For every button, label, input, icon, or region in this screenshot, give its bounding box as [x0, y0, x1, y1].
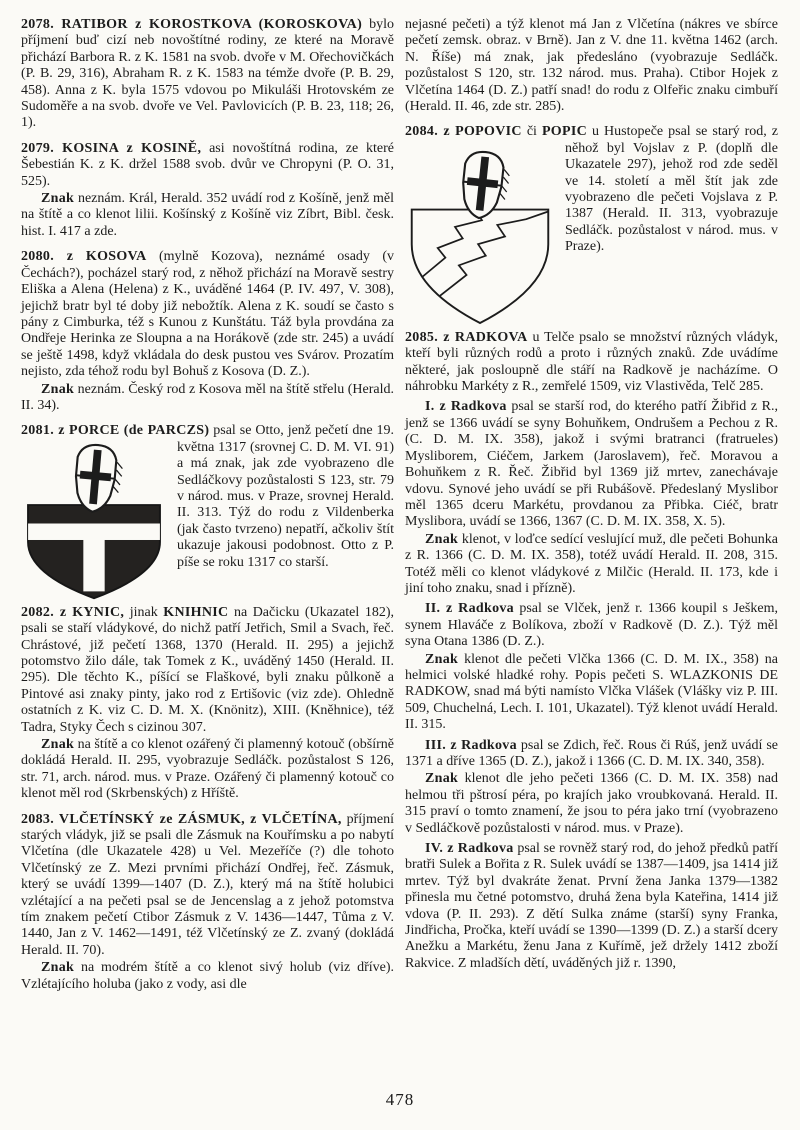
- entry-2082: [21, 605, 394, 803]
- entry-2082-paragraph: [21, 605, 394, 736]
- radkova-section-4: [405, 841, 778, 972]
- entry-2083-continuation-paragraph: [405, 17, 778, 115]
- znak-label: Znak: [425, 651, 459, 667]
- porce-arms-illustration: [21, 443, 167, 604]
- radkova-1-znak-paragraph: [405, 532, 778, 598]
- entry-2082-body: na Dačicku (Ukazatel 182), psali se staří vládykové, do nichž patří Jetřich, Smil a Svach, řeč. Chrástové, již pečetí 1368, 1370 (Herald. II. 295) a jejichž potomstvo žilo dále, tak Tomek z K., uváděný 1450 (Herald. II. 295). Dle těchto K., píšící se Flaškové, byli znaku půlkoně a Pintové asi znaky pinty, jako rod z Ertišovic (viz zde). Ohledně ostatních z K. viz C. D. M. X. (Knönitz), XIII. (Kněhnice), též Tadra, Styky Čech s cizinou 307.: [21, 604, 394, 735]
- znak-label: Znak: [41, 960, 75, 976]
- radkova-section-3: [405, 738, 778, 837]
- entry-2080-body: (mylně Kozova), neznámé osady (v Čechách?), pocházel starý rod, z něhož přichází na Moravě sestry Eliška a Alena (Helena) z K., uváděné 1464 (P. IV. 497, V. 308), jejichž bratr byl té doby již nebožtík. Alena z K. soudí se často s pány z Cimburka, též s Kunou z Kunštátu. Táž byla provdána za Ondřeje Herinka ze Sloupna a na Horákově (zde str. 245) a uvádí se ještě 1498, když vkládala do desk pustou ves Svárov. Prozatím nejisto, zda téhož rodu byl Bohuš z Kosova (D. Z.).: [21, 249, 394, 380]
- radkova-2-znak-paragraph: [405, 652, 778, 734]
- radkova-2-label: II. z Radkova: [425, 601, 514, 617]
- entry-2080: [21, 249, 394, 414]
- page-number: 478: [385, 1090, 415, 1109]
- radkova-3-text: psal se Zdich, řeč. Rous či Rúš, jenž uvádí se 1371 a dříve 1365 (D. Z.), jakož i 1366 (C. D. M. IX. 340, 358).: [405, 737, 779, 769]
- radkova-3-label: III. z Radkova: [425, 737, 517, 753]
- entry-2083-continuation-text: nejasné pečeti) a týž klenot má Jan z Vlčetína (nákres ve sbírce pečetí zemsk. obraz. v Brně). Jan z V. dne 11. května 1462 (arch. N. Říše) má znak, jak předesláno (vyobrazuje Sedláčk. pozůstalost S 120, str. 132 národ. mus. Praha). Ctibor Hojek z Vlčetína 1464 (D. Z.) patří snad! do rodu z Olfeřic znaku cimbuří (Herald. II. 46, zde str. 285).: [405, 17, 778, 115]
- entry-2082-heading-b: KNIHNIC: [163, 604, 229, 620]
- entry-2081-heading: 2081. z PORCE (de PARCZS): [21, 423, 210, 439]
- znak-label: Znak: [41, 737, 75, 752]
- porce-coat-of-arms: [21, 443, 167, 604]
- entry-2081: [21, 423, 394, 571]
- entry-2080-znak: neznám. Český rod z Kosova měl na štítě střelu (Herald. II. 34).: [21, 381, 394, 413]
- entry-2081-lead: psal se Otto, jenž: [213, 423, 312, 439]
- entry-2082-mid: jinak: [129, 604, 158, 620]
- radkova-1-label: I. z Radkova: [425, 399, 507, 415]
- entry-2082-znak-paragraph: [21, 737, 394, 803]
- entry-2082-heading-a: 2082. z KYNIC,: [21, 604, 125, 620]
- entry-2082-znak: na štítě a co klenot ozářený či plamenný kotouč (obšírně dokládá Herald. II. 295, vyobrazuje Sedláčk. pozůstalost S 126, str. 71, arch. národ. mus. v Praze. Ozářený či plamenný kotouč co klenot měl rod (Skrbenských) z Hříště.: [21, 737, 394, 802]
- radkova-4-text: psal se rovněž starý rod, do jehož předků patří bratři Sulek a Bořita z R. Sulek uvádí se 1387—1409, jsa 1414 již mrtev. Týž byl dvakráte ženat. První žena Janka 1379—1382 přinesla mu četné potomstvo, druhá žena byla Kateřina, 1414 již vdova (P. II. 293). Z dětí Sulka známe (starší) syny Franka, Jindřicha, Pročka, kteří uvádí se 1390—1399 (D. Z.) a starší dcery Anežku a Markétu, ženu Jana z Kuřímě, jež držely 1412 zboží Rakvice. Z mladších dětí, uváděných již r. 1390,: [405, 841, 779, 971]
- entry-2079-body: asi novoštítná rodina, ze které Šebestián K. z K. držel 1588 svob. dvůr ve Chropyni (P. O. 31, 525).: [21, 140, 394, 189]
- entry-2079: [21, 141, 394, 240]
- entry-2078-paragraph: [21, 17, 394, 132]
- znak-label: Znak: [41, 191, 75, 207]
- entry-2083-body: příjmení starých vládyk, již se psali dle Zásmuk na Kouřímsku a po nabytí Vlčetína (dle Ukazatele 428) u Vel. Mezeříče (?) dle tohoto Vlčetínský ze Z. Mezi prvními přichází Ondřej, řeč. Zásmuk, který se uvádí 1399—1407 (D. Z.), který má na štítě holubici vzlétající a na pečeti psal se de Jencenslag a z jehož potomstva tím znakem pečetí Ctibor Zásmuk z V. 1436—1447, Tůma z V. 1440, Jan z V. 1462—1491, též Vlčetínský ze Z. zvaný (dokládá Herald. II. 70).: [21, 811, 394, 958]
- entry-2085-paragraph: [405, 330, 778, 396]
- znak-label: Znak: [425, 531, 459, 547]
- entry-2083: [21, 812, 394, 993]
- radkova-2-paragraph: [405, 601, 778, 650]
- entry-2079-paragraph: [21, 141, 394, 190]
- entry-2083-paragraph: [21, 812, 394, 960]
- entry-2084: [405, 124, 778, 255]
- radkova-2-text: psal se Vlček, jenž r. 1366 koupil s Ješkem, synem Hlaváče z Bolíkova, zboží v Radkově (D. Z.). Týž měl syna Otana 1386 (D. Z.).: [405, 601, 778, 650]
- entry-2083-heading: 2083. VLČETÍNSKÝ ze ZÁSMUK, z VLČETÍNA,: [21, 811, 342, 827]
- radkova-3-znak: klenot dle jeho pečeti 1366 (C. D. M. IX. 358) nad helmou tři pštrosí péra, po krajích jako vroubkovaná. Herald. II. 315 praví o tomto znamení, že jsou to péra jako trní (vyobrazeno v Sedláčkově pozůstalosti v národ. mus. v Praze).: [405, 771, 779, 836]
- entry-2084-heading-a: 2084. z POPOVIC: [405, 124, 522, 140]
- radkova-3-paragraph: [405, 738, 778, 771]
- radkova-2-znak: klenot dle pečeti Vlčka 1366 (C. D. M. IX., 358) na helmici volské hladké rohy. Popis pečeti S. WLAZKONIS DE RADKOW, snad má býti namísto Vlčka Vlášek (Vlášky viz P. III. 509, Chuchelná, Lech. I. 101, Ukazatel). Týž klenot uvádí Herald. II. 315.: [405, 651, 778, 733]
- entry-2078: [21, 17, 394, 132]
- entry-2083-continuation: [405, 17, 778, 115]
- radkova-section-2: [405, 601, 778, 733]
- radkova-4-paragraph: [405, 841, 778, 972]
- radkova-1-text: psal se starší rod, do kterého patří Žibřid z R., jenž se 1366 uvádí se syny Bohuňkem, Ondrušem a Pechou z R. (C. D. M. IX. 358), jakož i svými bratranci (fratrueles) Mysliborem, Ciéčem, Jarkem (Jaroslavem), řeč. Moravou a Bohuňkem z R. Řeč. Žibřid byl 1369 již mrtev, zanechávaje vdovu. Synové jeho uvádí se při Rubášově. Předeslaný Myslibor měl 1365 dceru Markétu, provdanou za Přibka. Ciéč, bratr Myslibora, uvádí se 1366, 1367 (C. D. M. IX. 358, X. 5).: [405, 399, 778, 530]
- popovic-coat-of-arms: [405, 144, 555, 329]
- entry-2079-znak: neznám. Král, Herald. 352 uvádí rod z Košíně, jenž měl na štítě a co klenot lilii. Košínský z Košíně viz Zíbrt, Bibl. česk. hist. I. 417 a zde.: [21, 191, 394, 239]
- entry-2080-paragraph: [21, 249, 394, 380]
- entry-2085-body: u Telče psalo se množství různých vládyk, kteří byli různých rodů a proto i různých znaků. Zde uvádíme některé, jak posloupně dle stáří na Radkově je nacházíme. O náhrobku Markéty z R., zemřelé 1509, viz Vlastivěda, Telč 285.: [405, 329, 778, 395]
- znak-label: Znak: [425, 771, 459, 787]
- entry-2080-heading: 2080. z KOSOVA: [21, 249, 147, 265]
- entry-2083-znak-paragraph: [21, 960, 394, 993]
- entry-2078-body: bylo příjmení buď cizí neb novoštítné rodiny, ze které na Moravě přichází Barbora R. z K. 1581 na svob. dvoře v M. Ořechovičkách (P. B. 29, 316), Abraham R. z K. 1583 na témže dvoře (P. B. 29, 458). Anna z K. byla 1575 vdovou po Mikuláši Hrotovském ze Sudoměře a na svob. dvoře ve Vel. Pavlovicích (P. B. 23, 118; 26, 1).: [21, 17, 394, 131]
- radkova-3-znak-paragraph: [405, 771, 778, 837]
- entry-2084-mid: či: [526, 124, 537, 140]
- right-column: [405, 17, 778, 993]
- entry-2081-body: pečetí dne 19. května 1317 (srovnej C. D. M. VI. 91) a má znak, jak zde vyobrazeno dle Sedláčkovy pozůstalosti S 123, str. 79 v národ. mus. v Praze, srovnej Herald. II. 313. Týž do rodu z Vildenberka (jak často tvrzeno) nepatří, ačkoliv štít ukazuje jakousi podobnost. Otto z P. píše se roku 1317 co starší.: [177, 423, 394, 570]
- entry-2085: [405, 330, 778, 972]
- entry-2085-heading: 2085. z RADKOVA: [405, 329, 528, 345]
- entry-2079-heading: 2079. KOSINA z KOSINĚ,: [21, 140, 202, 156]
- great-helm-icon: [73, 443, 124, 514]
- left-column: [21, 17, 394, 993]
- popovic-arms-illustration: [405, 144, 555, 329]
- radkova-1-znak: klenot, v loďce sedící veslující muž, dle pečeti Bohunka z R. 1366 (C. D. M. IX. 358), totéž uvádí Herald. II. 208, 315. Totéž měli co klenot vládykové z Milčic (Herald. II. 173, kde i jiní toho znaku, snad i přízně).: [405, 531, 779, 596]
- entry-2084-body: starý rod, z něhož byl Vojslav z P. (doplň dle Ukazatele 297), jehož rod zde seděl ve 14. století a měl štít jak zde vyobrazeno dle pečeti Vojslava z P. 1387 (Herald. II. 313, vyobrazuje Sedláčk. pozůstalost v národ. mus. v Praze).: [565, 124, 779, 255]
- znak-label: Znak: [41, 381, 75, 397]
- radkova-1-paragraph: [405, 399, 778, 530]
- entry-2081-paragraph: [21, 423, 394, 571]
- entry-2080-znak-paragraph: [21, 382, 394, 415]
- entry-2084-paragraph: [405, 124, 778, 255]
- shield-outline: [412, 209, 549, 322]
- entry-2079-znak-paragraph: [21, 191, 394, 240]
- entry-2084-lead: u Hustopeče psal se: [592, 124, 708, 140]
- radkova-4-label: IV. z Radkova: [425, 841, 514, 857]
- entry-2083-znak: na modrém štítě a co klenot sivý holub (viz dříve). Vzlétajícího holuba (jako z vody, asi dle: [21, 960, 395, 992]
- entry-2084-heading-b: POPIC: [541, 124, 587, 140]
- radkova-section-1: [405, 399, 778, 597]
- entry-2078-heading: 2078. RATIBOR z KOROSTKOVA (KOROSKOVA): [21, 17, 363, 32]
